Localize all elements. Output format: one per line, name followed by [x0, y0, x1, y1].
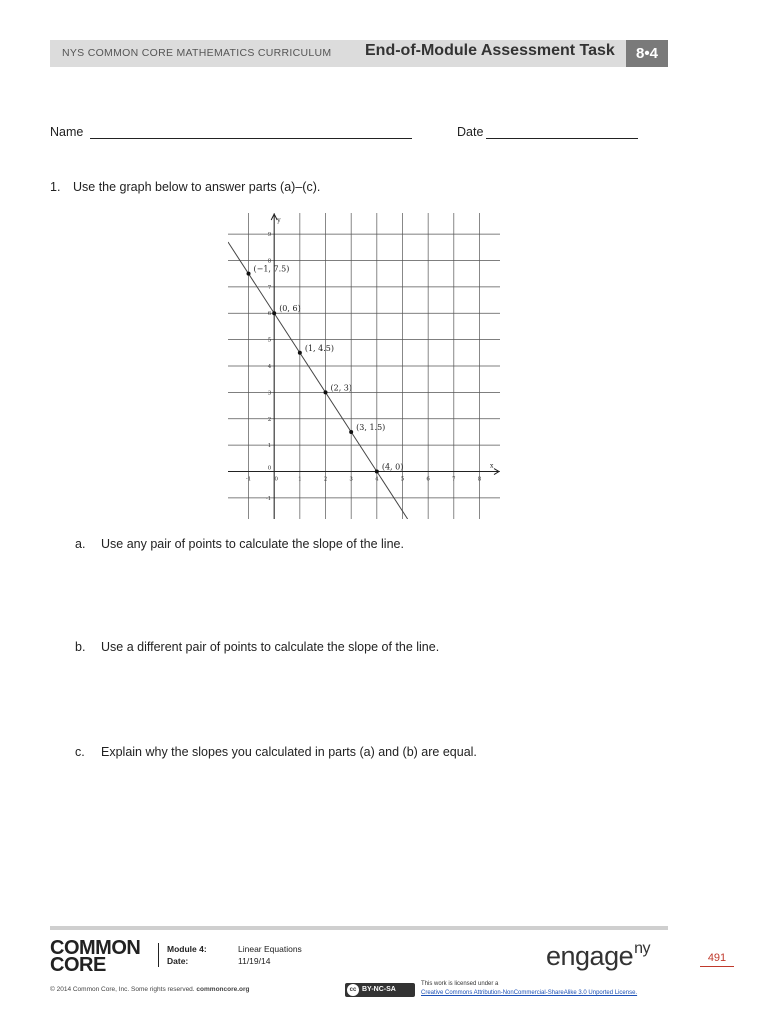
data-point: [349, 430, 353, 434]
y-tick-label: 8: [267, 258, 272, 265]
copyright-site: commoncore.org: [196, 986, 250, 993]
cc-icon: cc: [347, 984, 359, 996]
y-tick-label: 4: [267, 364, 272, 370]
x-tick-label: 5: [400, 476, 405, 483]
y-tick-label: -1: [265, 495, 272, 502]
date-field[interactable]: [486, 138, 638, 139]
module-tag: 8•4: [626, 40, 668, 67]
name-field[interactable]: [90, 138, 412, 139]
engageny-logo: [546, 940, 650, 972]
y-tick-label: 1: [267, 443, 272, 450]
copyright-prefix: © 2014 Common Core, Inc. Some rights reserved.: [50, 986, 195, 993]
logo-line-1: COMMON: [50, 937, 141, 959]
y-tick-label: 0: [267, 465, 272, 472]
point-label: (1, 4.5): [304, 343, 334, 353]
x-tick-label: 7: [452, 476, 456, 483]
data-point: [298, 351, 302, 355]
copyright-notice: [50, 986, 250, 993]
point-label: (3, 1.5): [356, 422, 386, 432]
license-intro: This work is licensed under a: [421, 981, 499, 987]
part-c-text: Explain why the slopes you calculated in parts (a) and (b) are equal.: [101, 745, 477, 759]
x-axis-label: x: [490, 462, 494, 470]
x-tick-label: 1: [298, 476, 302, 483]
question-number: 1.: [50, 180, 61, 194]
x-tick-label: 4: [375, 476, 379, 483]
x-tick-label: 0: [274, 476, 278, 483]
point-label: (4, 0): [381, 462, 404, 472]
date-meta-label: Date:: [167, 956, 189, 966]
brand-text: engage: [546, 941, 634, 971]
x-tick-label: 3: [349, 476, 353, 483]
part-c-letter: c.: [75, 745, 85, 759]
module-value: Linear Equations: [238, 944, 302, 954]
data-point: [375, 470, 379, 474]
x-tick-label: 6: [426, 476, 430, 483]
part-b-letter: b.: [75, 640, 86, 654]
part-b-text: Use a different pair of points to calculate the slope of the line.: [101, 640, 440, 654]
part-a-text: Use any pair of points to calculate the slope of the line.: [101, 537, 404, 551]
point-label: (2, 3): [330, 383, 353, 393]
data-point: [324, 390, 328, 394]
footer-rule: [50, 926, 668, 930]
page-number: 491: [700, 952, 734, 967]
license-badge-text: BY-NC-SA: [362, 986, 396, 993]
cc-license-badge[interactable]: [345, 983, 415, 997]
y-axis-label: y: [277, 217, 281, 224]
name-label: Name: [50, 125, 84, 139]
logo-line-2: CORE: [50, 954, 106, 976]
curriculum-label: NYS COMMON CORE MATHEMATICS CURRICULUM: [62, 47, 332, 59]
module-label: Module 4:: [167, 944, 207, 954]
question-prompt: Use the graph below to answer parts (a)–(c).: [73, 180, 321, 194]
point-label: (−1, 7.5): [253, 264, 290, 274]
date-meta-value: 11/19/14: [238, 956, 271, 966]
y-tick-label: 2: [267, 416, 272, 423]
y-tick-label: 7: [267, 284, 272, 291]
footer-divider: [158, 943, 159, 967]
common-core-logo: [50, 937, 141, 976]
point-label: (0, 6): [279, 304, 301, 314]
brand-sup: ny: [634, 940, 651, 957]
y-tick-label: 3: [267, 390, 272, 397]
license-link[interactable]: Creative Commons Attribution-NonCommercial-ShareAlike 3.0 Unported License.: [421, 990, 638, 996]
graph-line: [228, 242, 408, 519]
y-tick-label: 9: [267, 232, 272, 239]
x-tick-label: -1: [245, 476, 252, 483]
linear-graph: [228, 213, 500, 519]
page-title: End-of-Module Assessment Task: [365, 42, 615, 59]
data-point: [272, 311, 276, 315]
data-point: [247, 272, 251, 276]
part-a-letter: a.: [75, 537, 86, 551]
x-tick-label: 8: [477, 476, 482, 483]
y-tick-label: 6: [267, 311, 272, 318]
y-tick-label: 5: [267, 337, 272, 344]
x-tick-label: 2: [323, 476, 328, 483]
date-label: Date: [457, 125, 484, 139]
